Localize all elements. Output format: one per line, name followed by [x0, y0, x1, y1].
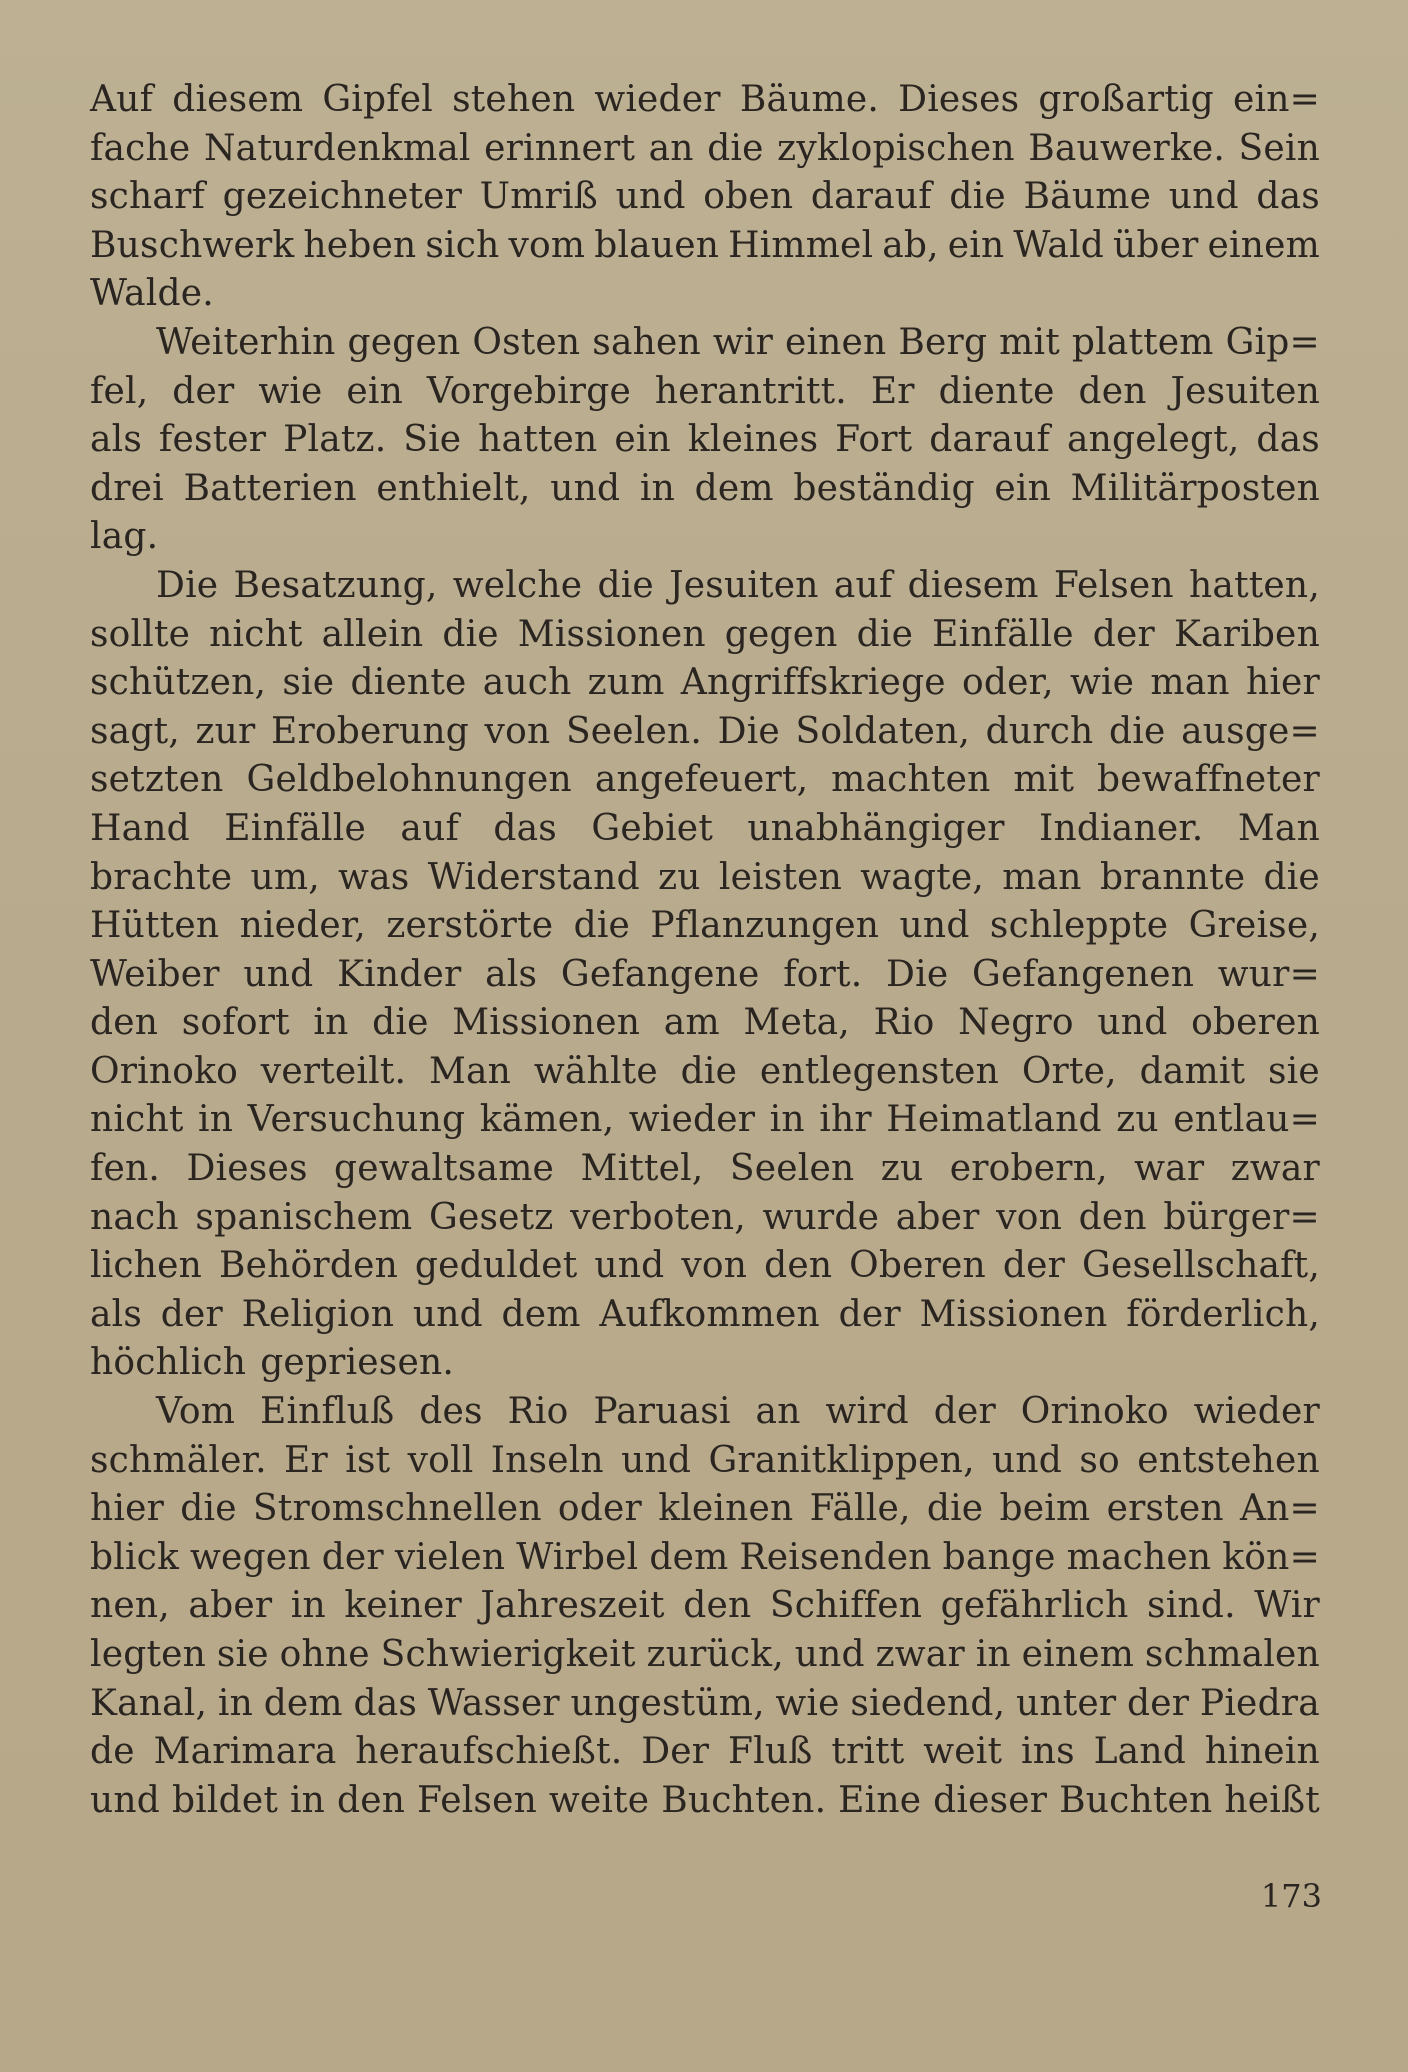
text-line: Vom Einfluß des Rio Paruasi an wird der Orinoko wieder	[156, 1391, 1320, 1433]
text-line: nach spanischem Gesetz verboten, wurde aber von den bürger=	[90, 1196, 1320, 1238]
text-line: legten sie ohne Schwierigkeit zurück, und zwar in einem schmalen	[90, 1634, 1320, 1675]
text-line: den sofort in die Missionen am Meta, Rio Negro und oberen	[90, 1002, 1320, 1044]
text-line: Auf diesem Gipfel stehen wieder Bäume. Dieses großartig ein=	[90, 79, 1320, 120]
text-line: hier die Stromschnellen oder kleinen Fälle, die beim ersten An=	[90, 1488, 1320, 1530]
text-line: und bildet in den Felsen weite Buchten. Eine dieser Buchten heißt	[90, 1779, 1320, 1821]
text-line: als der Religion und dem Aufkommen der Missionen förderlich,	[90, 1293, 1320, 1335]
text-line: lichen Behörden geduldet und von den Oberen der Gesellschaft,	[90, 1245, 1320, 1287]
text-line: de Marimara heraufschießt. Der Fluß tritt weit ins Land hinein	[90, 1731, 1320, 1773]
text-line: Buschwerk heben sich vom blauen Himmel ab, ein Wald über einem	[90, 224, 1320, 266]
text-line: nen, aber in keiner Jahreszeit den Schiffen gefährlich sind. Wir	[90, 1585, 1320, 1627]
text-line: höchlich gepriesen.	[90, 1342, 455, 1384]
text-line: fel, der wie ein Vorgebirge herantritt. Er diente den Jesuiten	[90, 370, 1320, 412]
text-line: fen. Dieses gewaltsame Mittel, Seelen zu erobern, war zwar	[90, 1148, 1320, 1190]
text-line: schmäler. Er ist voll Inseln und Granitklippen, und so entstehen	[90, 1439, 1320, 1481]
text-line: blick wegen der vielen Wirbel dem Reisenden bange machen kön=	[90, 1536, 1320, 1578]
text-line: Weiterhin gegen Osten sahen wir einen Berg mit plattem Gip=	[156, 321, 1320, 363]
text-line: lag.	[90, 516, 159, 558]
text-line: sollte nicht allein die Missionen gegen die Einfälle der Kariben	[90, 613, 1320, 655]
text-line: Hütten nieder, zerstörte die Pflanzungen und schleppte Greise,	[90, 905, 1320, 947]
page-number: 173	[1260, 1877, 1322, 1915]
text-line: Hand Einfälle auf das Gebiet unabhängiger Indianer. Man	[90, 807, 1320, 849]
text-line: Walde.	[90, 273, 214, 315]
text-line: setzten Geldbelohnungen angefeuert, machten mit bewaffneter	[90, 759, 1320, 801]
text-line: schützen, sie diente auch zum Angriffskriege oder, wie man hier	[90, 662, 1320, 704]
text-line: sagt, zur Eroberung von Seelen. Die Soldaten, durch die ausge=	[90, 710, 1320, 752]
text-line: fache Naturdenkmal erinnert an die zyklopischen Bauwerke. Sein	[90, 127, 1320, 169]
text-line: nicht in Versuchung kämen, wieder in ihr Heimatland zu entlau=	[90, 1099, 1320, 1141]
text-line: als fester Platz. Sie hatten ein kleines Fort darauf angelegt, das	[90, 419, 1320, 461]
text-line: scharf gezeichneter Umriß und oben darauf die Bäume und das	[90, 176, 1320, 218]
text-line: Kanal, in dem das Wasser ungestüm, wie siedend, unter der Piedra	[90, 1682, 1320, 1724]
body-text	[90, 76, 1320, 1825]
text-line: brachte um, was Widerstand zu leisten wagte, man brannte die	[90, 856, 1320, 898]
text-line: Weiber und Kinder als Gefangene fort. Die Gefangenen wur=	[90, 953, 1320, 995]
text-line: drei Batterien enthielt, und in dem beständig ein Militärposten	[90, 467, 1320, 509]
text-line: Orinoko verteilt. Man wählte die entlegensten Orte, damit sie	[90, 1050, 1320, 1092]
text-line: Die Besatzung, welche die Jesuiten auf diesem Felsen hatten,	[156, 564, 1320, 606]
